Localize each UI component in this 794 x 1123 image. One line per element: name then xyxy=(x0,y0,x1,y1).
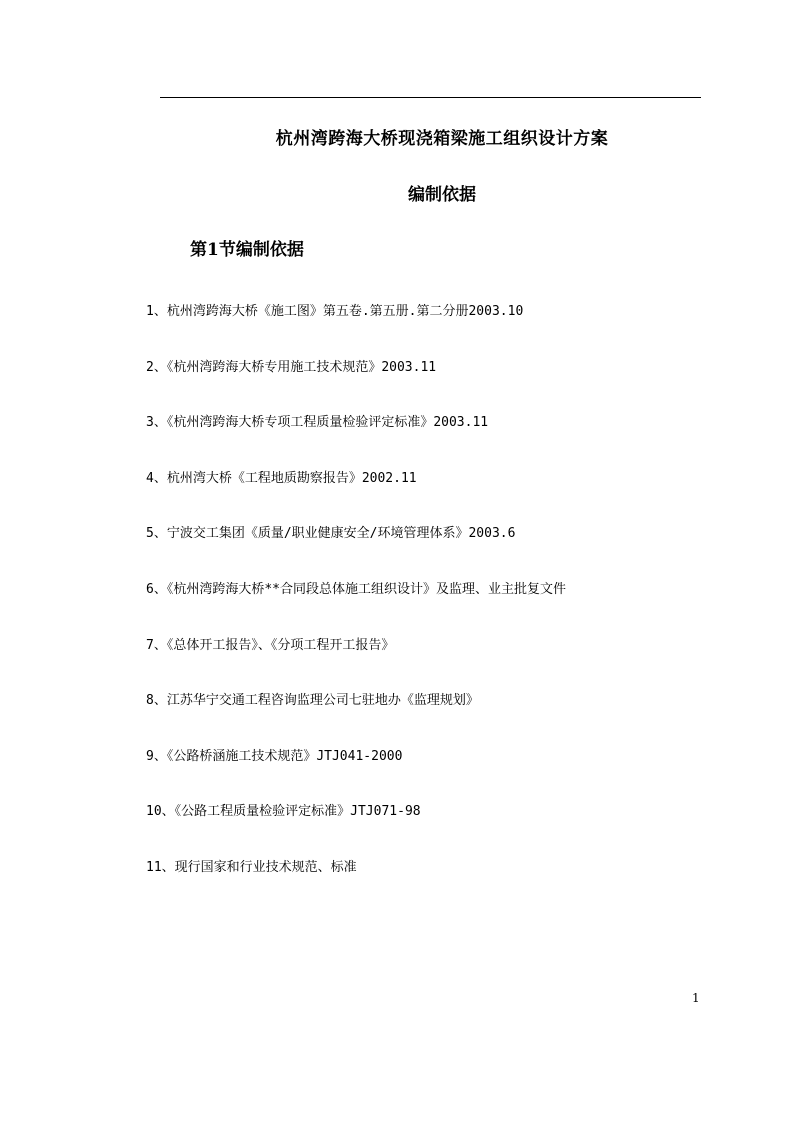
basis-item: 1、杭州湾跨海大桥《施工图》第五卷.第五册.第二分册2003.10 xyxy=(146,304,524,319)
basis-item: 7、《总体开工报告》、《分项工程开工报告》 xyxy=(146,637,395,653)
basis-item: 5、宁波交工集团《质量/职业健康安全/环境管理体系》2003.6 xyxy=(146,526,516,542)
basis-item: 4、杭州湾大桥《工程地质勘察报告》2002.11 xyxy=(146,470,417,486)
basis-item: 11、现行国家和行业技术规范、标准 xyxy=(146,859,357,875)
basis-list xyxy=(146,303,566,915)
basis-item: 10、《公路工程质量检验评定标准》JTJ071-98 xyxy=(146,804,421,820)
basis-item: 3、《杭州湾跨海大桥专项工程质量检验评定标准》2003.11 xyxy=(146,415,489,431)
basis-item: 9、《公路桥涵施工技术规范》JTJ041-2000 xyxy=(146,748,403,764)
basis-item: 8、江苏华宁交通工程咨询监理公司七驻地办《监理规划》 xyxy=(146,693,479,709)
header-rule xyxy=(160,97,701,98)
document-subtitle: 编制依据 xyxy=(408,185,476,205)
section-heading: 第1节编制依据 xyxy=(190,240,304,260)
document-title: 杭州湾跨海大桥现浇箱梁施工组织设计方案 xyxy=(275,129,609,149)
basis-item: 6、《杭州湾跨海大桥**合同段总体施工组织设计》及监理、业主批复文件 xyxy=(146,581,566,597)
basis-item: 2、《杭州湾跨海大桥专用施工技术规范》2003.11 xyxy=(146,359,437,375)
page-number: 1 xyxy=(692,991,700,1005)
